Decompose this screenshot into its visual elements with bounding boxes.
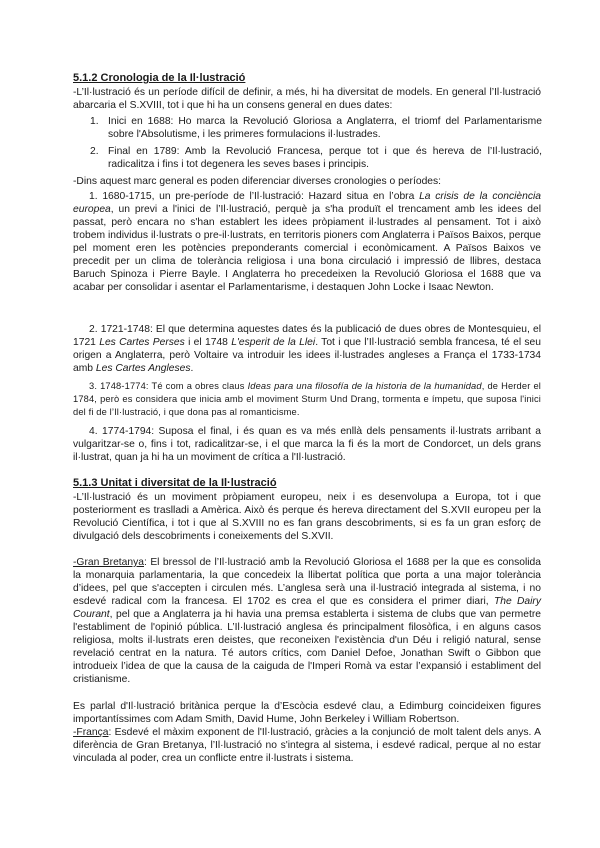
date-item-1 [92, 115, 542, 141]
period-2-book-title-2: L'esperit de la Llei [231, 337, 316, 348]
period-item-3 [73, 380, 541, 418]
franca-text: : Esdevé el màxim exponent de l'Il·lustració, gràcies a la conjunció de molt talent dels anys. A diferència de Gran Bretanya, l’Il·lustració no s'integra al sistema, i esdevé radical, perque al no estar vinculada al poder, crea un conflicte entre il·lustrats i sistema. [73, 727, 541, 764]
period-2-book-title-1: Les Cartes Perses [99, 337, 185, 348]
date-item-1-number: 1. [90, 116, 99, 127]
period-3-book-title: Ideas para una filosofía de la historia de la humanidad [247, 381, 482, 391]
date-item-2-text: Final en 1789: Amb la Revolució Francesa, perque tot i que és hereva de l’Il·lustració, radicalitza i fins i tot degenera les seves bases i principis. [108, 146, 542, 170]
period-1-number: 1. [89, 191, 98, 202]
period-2-text-b: i el 1748 [184, 337, 232, 348]
period-item-4 [73, 425, 541, 464]
section-512-intro-2: -Dins aquest marc general es poden diferenciar diverses cronologies o períodes: [73, 176, 442, 187]
period-2-number: 2. [89, 324, 98, 335]
period-2-book-title-3: Les Cartes Angleses [95, 363, 191, 374]
escocia-paragraph: Es parlal d'Il·lustració britànica perque la d’Escòcia esdevé clau, a Edimburg coincideixen figures importantíssimes com Adam Smith, David Hume, John Berkeley i William Robertson. [73, 701, 541, 725]
section-title-cronologia: 5.1.2 Cronologia de la Il·lustració [73, 72, 246, 84]
period-4-number: 4. [89, 426, 98, 437]
gran-bretanya-label: -Gran Bretanya [73, 557, 144, 568]
period-2-text-a: 1721-1748: El que determina aquestes dates és la publicació de dues obres de Montesquieu, el 1721 [73, 324, 541, 348]
gran-bretanya-text-a: : El bressol de l’Il·lustració amb la Revolució Gloriosa el 1688 per la que es consolida la monarquia parlamentaria, la que concedeix la llibertat política que porta a una major tolerància d’idees, pel que s'accepten i circulen més. L’anglesa serà una il·lustració integrada al sistema, i no esdevé radical com la francesa. El 1702 es crea el que es considera el primer diari, [73, 557, 541, 607]
gran-bretanya-text-b: , pel que a Anglaterra ja hi havia una premsa establerta i sistema de clubs que van permetre l'establiment de l'opinió pública. L’Il·lustració anglesa és principalment filosòfica, i en alguns casos religiosa, molts il·lustrats eren deistes, que reconeixen l'existència d'un Déu i religió natural, sense revelació centrat en la natura. Té autors crítics, com Daniel Defoe, Jonathan Swift o Gibbon que introdueix l’idea de que la causa de la caiguda de l'Imperi Romà va estar l’expansió i establiment del cristianisme. [73, 609, 541, 685]
period-item-2 [73, 323, 541, 375]
gran-bretanya-paragraph [73, 556, 541, 686]
period-2-text-c: . Tot i que l’Il·lustració sembla francesa, té el seu origen a Anglaterra, però Voltaire va introduir les idees il·lustrades angleses a França el 1733-1734 amb [73, 337, 542, 374]
period-1-book-title: La crisis de la conciència europea [73, 191, 541, 215]
period-2-text-d: . [190, 363, 194, 374]
section-513-intro: -L’Il·lustració és un moviment pròpiament europeu, neix i es desenvolupa a Europa, tot i que posteriorment es traslladi a Amèrica. Això és perque és hereva directament del S.XVII europeu per la Revolució Científica, i tot i que al S.XVIII no es fan grans descobriments, si es fa un gran esforç de divulgació dels descobriments i coneixements del S.XVII. [73, 492, 541, 542]
period-4-text: 1774-1794: Suposa el final, i és quan es va més enllà dels pensaments il·lustrats arribant a vulgaritzar-se o, fins i tot, radicalitzar-se, i el que marca la fi és la mort de Condorcet, un dels grans il·lustrat, quan ja hi ha un moviment de crítica a l'Il·lustració. [73, 426, 541, 463]
date-item-2-number: 2. [90, 146, 99, 157]
section-512-intro: -L’Il·lustració és un període difícil de definir, a més, hi ha diversitat de models. En general l’Il·lustració abarcaria el S.XVIII, tot i que hi ha un consens general en dues dates: [73, 87, 541, 111]
franca-paragraph [73, 726, 541, 765]
period-3-text-a: 1748-1774: Té com a obres claus [100, 381, 248, 391]
dairy-courant-title: The Dairy Courant [73, 596, 541, 620]
period-3-text-b: , de Herder el 1784, però es considera que inicia amb el moviment Sturm Und Drang, tormenta e ímpetu, que suposa l'inici del fi de l’Il·lustració, i que dona pas al romanticisme. [73, 381, 542, 417]
period-1-text-b: , un previ a l'inici de l’Il·lustració, perquè ja s'ha produït el trencament amb les idees del passat, però encara no s'han establert les idees pròpiament il·lustrades al pensament. Tot i això trobem individus il·lustrats o pre-il·lustrats, en territoris pioners com Anglaterra i Països Baixos, perque pel moment eren les potències preponderants comercial i econòmicament. A Països Baixos ve precedit per un clima de tolerància religiosa i una bona circulació i impressió de llibres, destaca Baruch Spinoza i Pierre Bayle. I Anglaterra ho precedeixen la Revolució Gloriosa el 1688 que va acabar per consolidar i asentar el Parlamentarisme, i destaquen John Locke i Isaac Newton. [73, 204, 541, 293]
period-item-1 [73, 190, 541, 294]
period-3-number: 3. [89, 381, 98, 391]
section-title-unitat: 5.1.3 Unitat i diversitat de la Il·lustració [73, 477, 277, 489]
period-1-text-a: 1680-1715, un pre-període de l’Il·lustració: Hazard situa en l’obra [102, 191, 420, 202]
date-item-2 [92, 145, 542, 171]
franca-label: -França [73, 727, 109, 738]
date-item-1-text: Inici en 1688: Ho marca la Revolució Gloriosa a Anglaterra, el triomf del Parlamentarisme sobre l'Absolutisme, i les primeres formulacions il·lustrades. [108, 116, 542, 140]
